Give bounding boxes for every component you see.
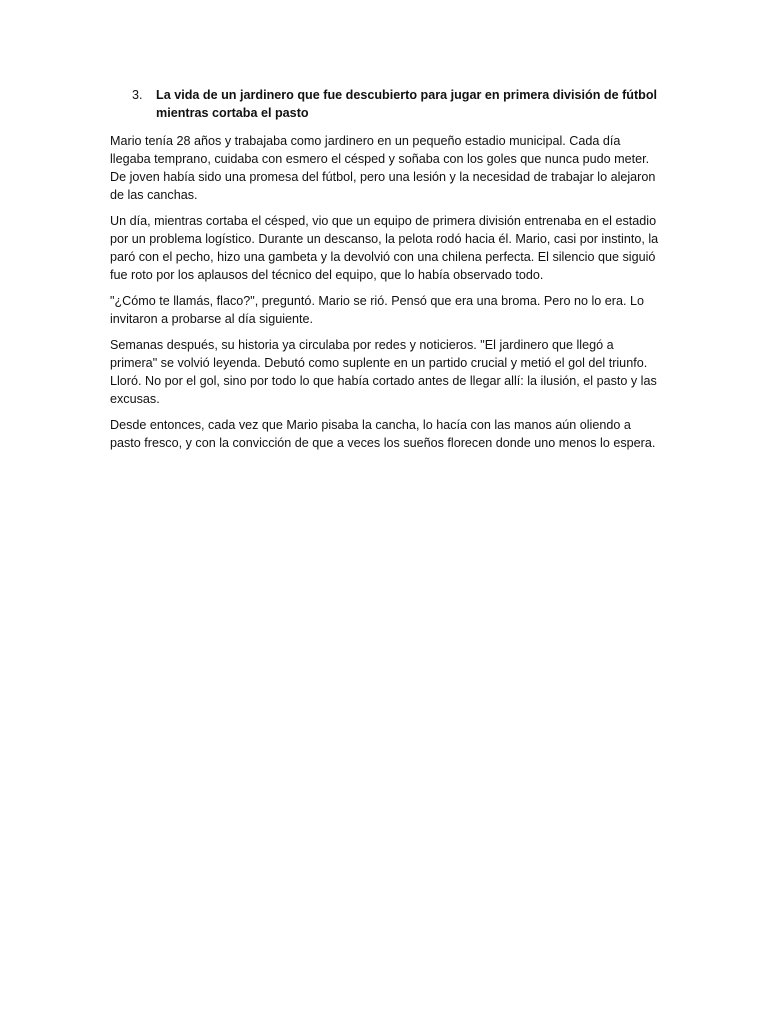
paragraph-4: Semanas después, su historia ya circulaba por redes y noticieros. "El jardinero que llegó a primera" se volvió leyenda. Debutó como suplente en un partido crucial y metió el gol del triunfo. Lloró. No por el gol, sino por todo lo que había cortado antes de llegar allí: la ilusión, el pasto y las excusas. (110, 338, 657, 406)
paragraph-3: "¿Cómo te llamás, flaco?", preguntó. Mario se rió. Pensó que era una broma. Pero no lo era. Lo invitaron a probarse al día siguiente. (110, 294, 644, 326)
paragraph-5: Desde entonces, cada vez que Mario pisaba la cancha, lo hacía con las manos aún oliendo a pasto fresco, y con la convicción de que a veces los sueños florecen donde uno menos lo espera. (110, 418, 656, 450)
heading-title: La vida de un jardinero que fue descubierto para jugar en primera división de fútbol mientras cortaba el pasto (156, 88, 658, 120)
document-body (110, 86, 662, 460)
paragraph-2: Un día, mientras cortaba el césped, vio que un equipo de primera división entrenaba en el estadio por un problema logístico. Durante un descanso, la pelota rodó hacia él. Mario, casi por instinto, la paró con el pecho, hizo una gambeta y la devolvió con una chilena perfecta. El silencio que siguió fue roto por los aplausos del técnico del equipo, que lo había observado todo. (110, 214, 659, 282)
paragraph-1: Mario tenía 28 años y trabajaba como jardinero en un pequeño estadio municipal. Cada día llegaba temprano, cuidaba con esmero el césped y soñaba con los goles que nunca pudo meter. De joven había sido una promesa del fútbol, pero una lesión y la necesidad de trabajar lo alejaron de las canchas. (110, 134, 656, 202)
heading-number: 3. (132, 88, 143, 102)
numbered-heading (132, 86, 662, 122)
